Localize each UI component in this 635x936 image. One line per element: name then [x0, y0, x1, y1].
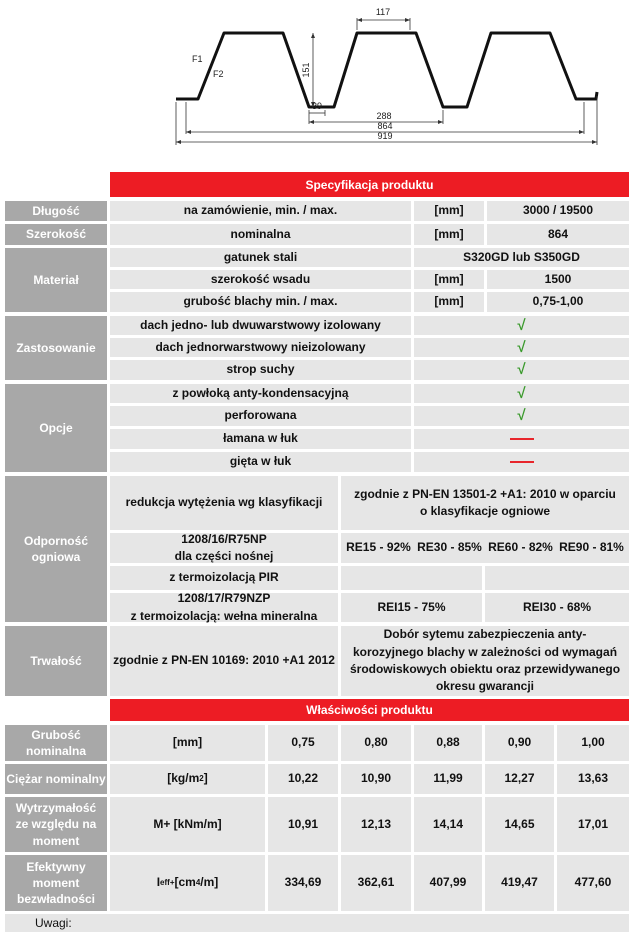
- fire-cert1-sub: dla części nośnej: [174, 549, 274, 563]
- props-weight-unit: [110, 764, 265, 794]
- fire-re30: RE30 - 85%: [417, 540, 482, 555]
- material-coil-desc: szerokość wsadu: [110, 270, 411, 289]
- options-row-2-desc: perforowana: [110, 406, 411, 426]
- props-thickness-unit: [mm]: [110, 725, 265, 761]
- props-inertia-v3: 407,99: [414, 855, 482, 911]
- props-thickness-v1: 0,75: [268, 725, 338, 761]
- props-thickness-v5: 1,00: [557, 725, 629, 761]
- profile-outline: [176, 33, 597, 107]
- props-moment-v3: 14,14: [414, 797, 482, 852]
- usage-row-2-mark: [414, 338, 629, 357]
- dim-bottom-label: 39: [311, 101, 323, 111]
- usage-row-1-mark: [414, 316, 629, 335]
- notes-row: [5, 914, 629, 932]
- props-moment-label: Wytrzymałość ze względu na moment: [5, 797, 107, 852]
- width-unit: [mm]: [414, 224, 484, 245]
- props-inertia-unit: [110, 855, 265, 911]
- fire-pir-empty-1: [341, 566, 482, 590]
- props-inertia-v5: 477,60: [557, 855, 629, 911]
- props-weight-unit-sup: 2: [199, 774, 204, 784]
- options-row-1-desc: z powłoką anty-kondensacyjną: [110, 384, 411, 403]
- props-thickness-label: Grubość nominalna: [5, 725, 107, 761]
- material-grade-value: S320GD lub S350GD: [414, 248, 629, 267]
- props-weight-unit-end: ]: [203, 771, 208, 786]
- check-icon: √: [517, 316, 526, 334]
- fire-rei30: REI30 - 68%: [485, 593, 629, 622]
- props-weight-v1: 10,22: [268, 764, 338, 794]
- props-weight-v4: 12,27: [485, 764, 554, 794]
- material-grade-desc: gatunek stali: [110, 248, 411, 267]
- dash-icon: [510, 461, 534, 463]
- props-weight-label: Ciężar nominalny: [5, 764, 107, 794]
- check-icon: √: [517, 361, 526, 379]
- material-thickness-value: 0,75-1,00: [487, 292, 629, 312]
- fire-re60: RE60 - 82%: [488, 540, 553, 555]
- usage-row-3-mark: [414, 360, 629, 380]
- fire-cert1-code: 1208/16/R75NP: [181, 531, 267, 546]
- props-moment-v1: 10,91: [268, 797, 338, 852]
- props-weight-v5: 13,63: [557, 764, 629, 794]
- dash-icon: [510, 438, 534, 440]
- fire-re15: RE15 - 92%: [346, 540, 411, 555]
- material-label: Materiał: [5, 248, 107, 312]
- fire-cert1: [110, 533, 338, 563]
- dim-total-label: 919: [377, 131, 393, 141]
- fire-cert1-values: [341, 533, 629, 563]
- props-thickness-v3: 0,88: [414, 725, 482, 761]
- fire-reduction-value: zgodnie z PN-EN 13501-2 +A1: 2010 w oparciu o klasyfikacje ogniowe: [341, 476, 629, 530]
- usage-row-2-desc: dach jednorwarstwowy nieizolowany: [110, 338, 411, 357]
- notes-label: Uwagi:: [35, 916, 72, 930]
- props-moment-v4: 14,65: [485, 797, 554, 852]
- props-inertia-unit-sub: eff: [160, 878, 170, 888]
- props-weight-unit-main: [kg/m: [167, 771, 200, 786]
- options-row-4-mark: [414, 452, 629, 472]
- fire-pir: z termoizolacją PIR: [110, 566, 338, 590]
- props-inertia-unit-main: I: [156, 875, 161, 890]
- props-weight-v2: 10,90: [341, 764, 411, 794]
- options-label: Opcje: [5, 384, 107, 472]
- options-row-3-desc: łamana w łuk: [110, 429, 411, 449]
- props-moment-v5: 17,01: [557, 797, 629, 852]
- props-inertia-v1: 334,69: [268, 855, 338, 911]
- props-inertia-unit-mid: [cm: [174, 875, 196, 890]
- props-moment-v2: 12,13: [341, 797, 411, 852]
- usage-row-1-desc: dach jedno- lub dwuwarstwowy izolowany: [110, 316, 411, 335]
- fire-cert2: [110, 593, 338, 622]
- check-icon: √: [517, 338, 526, 356]
- profile-drawing: [0, 0, 635, 160]
- props-header: Właściwości produktu: [110, 699, 629, 721]
- fire-cert2-code: 1208/17/R79NZP: [177, 591, 271, 606]
- fire-pir-empty-2: [485, 566, 629, 590]
- options-row-3-mark: [414, 429, 629, 449]
- props-inertia-v4: 419,47: [485, 855, 554, 911]
- material-thickness-desc: grubość blachy min. / max.: [110, 292, 411, 312]
- fire-cert2-sub: z termoizolacją: wełna mineralna: [130, 608, 318, 623]
- props-inertia-v2: 362,61: [341, 855, 411, 911]
- length-value: 3000 / 19500: [487, 201, 629, 221]
- width-label: Szerokość: [5, 224, 107, 245]
- props-thickness-v4: 0,90: [485, 725, 554, 761]
- props-weight-v3: 11,99: [414, 764, 482, 794]
- durability-desc: zgodnie z PN-EN 10169: 2010 +A1 2012: [110, 626, 338, 696]
- fire-label: Odporność ogniowa: [5, 476, 107, 622]
- width-desc: nominalna: [110, 224, 411, 245]
- check-icon: √: [517, 407, 526, 425]
- material-coil-unit: [mm]: [414, 270, 484, 289]
- spec-header: Specyfikacja produktu: [110, 172, 629, 197]
- durability-label: Trwałość: [5, 626, 107, 696]
- usage-row-3-desc: strop suchy: [110, 360, 411, 380]
- material-thickness-unit: [mm]: [414, 292, 484, 312]
- props-thickness-v2: 0,80: [341, 725, 411, 761]
- width-value: 864: [487, 224, 629, 245]
- dim-height-label: 151: [301, 62, 311, 78]
- props-moment-unit: M+ [kNm/m]: [110, 797, 265, 852]
- fire-re90: RE90 - 81%: [559, 540, 624, 555]
- length-unit: [mm]: [414, 201, 484, 221]
- dim-cover-label: 864: [377, 121, 393, 131]
- options-row-1-mark: [414, 384, 629, 403]
- props-inertia-unit-sup: +: [169, 878, 175, 888]
- flange1-label: F1: [192, 54, 203, 64]
- props-inertia-unit-end: /m]: [200, 875, 219, 890]
- durability-value: Dobór sytemu zabezpieczenia anty-korozyjnego blachy w zależności od wymagań środowiskowych obiektu oraz przewidywanego okresu gwarancji: [341, 626, 629, 696]
- length-desc: na zamówienie, min. / max.: [110, 201, 411, 221]
- options-row-2-mark: [414, 406, 629, 426]
- props-inertia-unit-sup2: 4: [195, 878, 201, 888]
- fire-reduction-desc: redukcja wytężenia wg klasyfikacji: [110, 476, 338, 530]
- material-coil-value: 1500: [487, 270, 629, 289]
- dim-top-label: 117: [375, 7, 391, 17]
- fire-rei15: REI15 - 75%: [341, 593, 482, 622]
- dim-pitch-label: 288: [376, 111, 392, 121]
- check-icon: √: [517, 384, 526, 402]
- options-row-4-desc: gięta w łuk: [110, 452, 411, 472]
- props-inertia-label: Efektywny moment bezwładności: [5, 855, 107, 911]
- flange2-label: F2: [213, 69, 224, 79]
- length-label: Długość: [5, 201, 107, 221]
- usage-label: Zastosowanie: [5, 316, 107, 380]
